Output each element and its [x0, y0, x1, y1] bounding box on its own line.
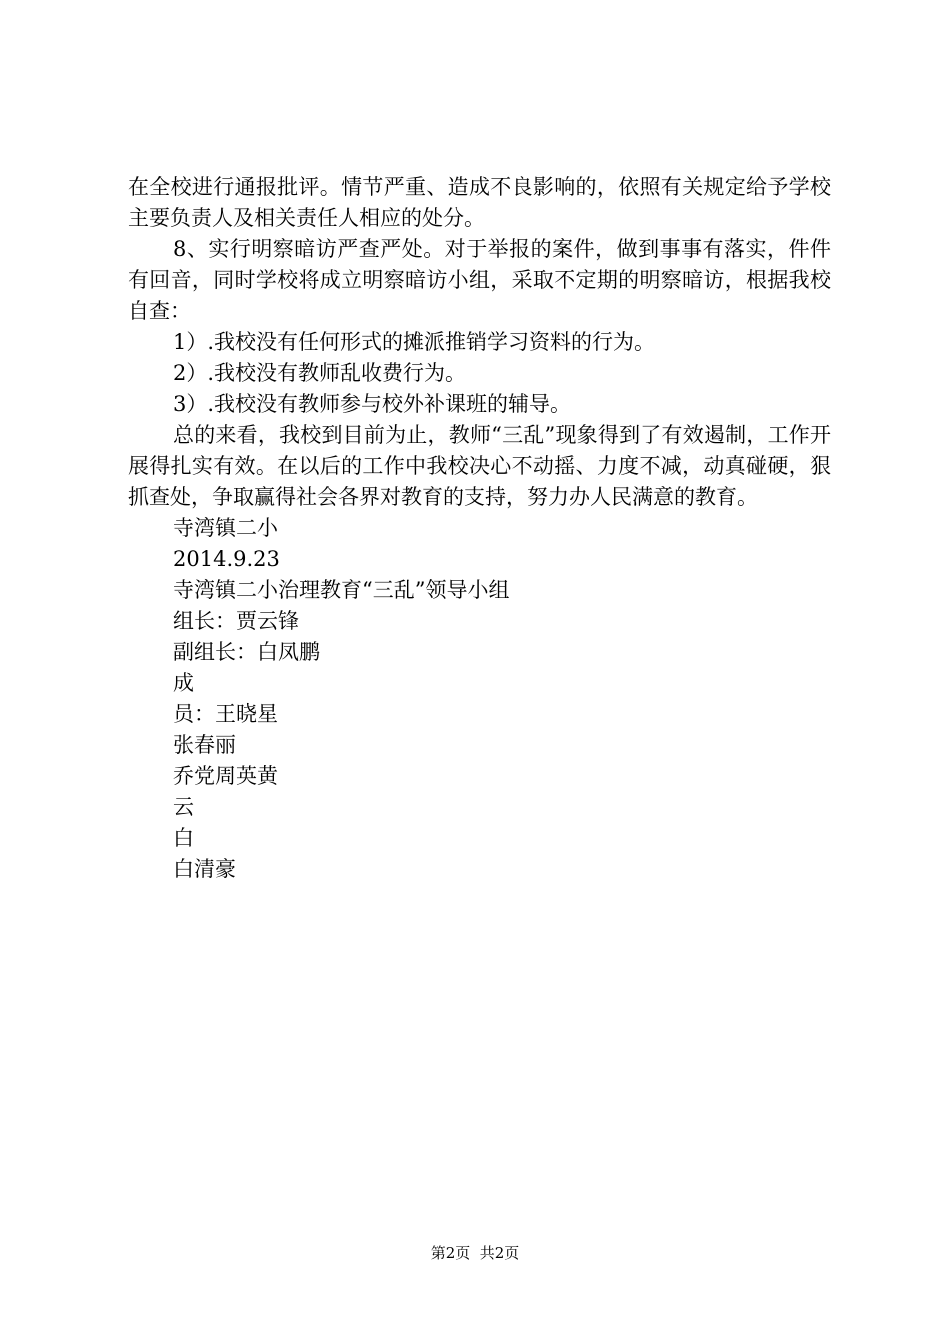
page-footer — [0, 1243, 950, 1263]
group-leader: 组长：贾云锋 — [173, 609, 299, 633]
group-title: 寺湾镇二小治理教育“三乱”领导小组 — [173, 578, 510, 602]
signature-school: 寺湾镇二小 — [173, 516, 278, 540]
list-item-3: 3）.我校没有教师参与校外补课班的辅导。 — [173, 392, 572, 416]
group-member-line: 云 — [173, 795, 194, 819]
paragraph-item-8: 8、实行明察暗访严查严处。对于举报的案件，做到事事有落实，件件有回音，同时学校将成立明察暗访小组，采取不定期的明察暗访，根据我校自查： — [128, 237, 831, 323]
paragraph-continued: 在全校进行通报批评。情节严重、造成不良影响的，依照有关规定给予学校主要负责人及相关责任人相应的处分。 — [128, 175, 831, 230]
group-member-line: 成 — [173, 671, 194, 695]
document-body — [128, 172, 831, 885]
group-member-line: 张春丽 — [173, 733, 236, 757]
list-item-2: 2）.我校没有教师乱收费行为。 — [173, 361, 467, 385]
group-member-line: 白清豪 — [173, 857, 236, 881]
group-deputy: 副组长：白凤鹏 — [173, 640, 320, 664]
group-member-line: 乔党周英黄 — [173, 764, 278, 788]
page-number: 第2页 共2页 — [430, 1244, 520, 1262]
summary-paragraph: 总的来看，我校到目前为止，教师“三乱”现象得到了有效遏制，工作开展得扎实有效。在以后的工作中我校决心不动摇、力度不减，动真碰硬，狠抓查处，争取赢得社会各界对教育的支持，努力办人民满意的教育。 — [128, 423, 831, 509]
list-item-1: 1）.我校没有任何形式的摊派推销学习资料的行为。 — [173, 330, 656, 354]
group-member-line: 白 — [173, 826, 194, 850]
group-member-line: 员：王晓星 — [173, 702, 278, 726]
signature-date: 2014.9.23 — [173, 547, 280, 571]
